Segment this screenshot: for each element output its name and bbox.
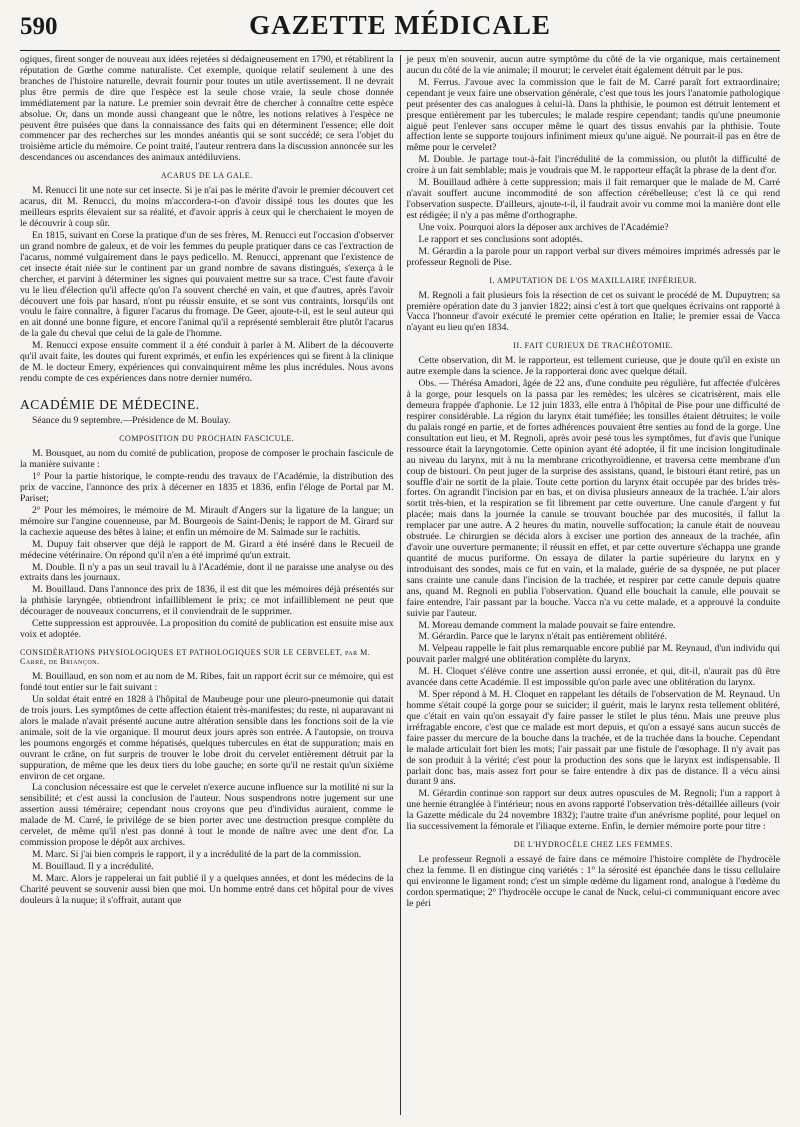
paragraph: M. Regnoli a fait plusieurs fois la résection de cet os suivant le procédé de M. Dupuytren; sa première opération date du 3 janvier 1822; ainsi c'est à tort que quelques écrivains ont rapporté à Vacca l'honneur d'avoir exécuté le premier cette opération en Italie; le premier essai de Vacca n'ayant eu lieu qu'en 1834. xyxy=(406,289,780,334)
right-column xyxy=(400,55,781,1115)
section-heading: I. AMPUTATION DE L'OS MAXILLAIRE INFÉRIEUR. xyxy=(489,275,698,285)
paragraph: M. Renucci expose ensuite comment il a été conduit à parler à M. Alibert de la découverte qu'il avait faite, les doutes qui furent exprimés, et enfin les expériences qui se firent à la clinique de M. le docteur Emery, expériences qui convainquirent même les plus incrédules. Nous avons rendu compte de ces expériences dans notre dernier numéro. xyxy=(20,340,394,384)
paragraph: M. Gérardin continue son rapport sur deux autres opuscules de M. Regnoli; l'un a rapport à une hernie étranglée à l'intérieur; nous en avons rapporté l'observation très-détaillée ailleurs (voir la Gazette médicale du 24 novembre 1832); l'autre traite d'un anévrisme poplité, pour lequel on lia successivement la fémorale et l'iliaque externe. Enfin, le dernier mémoire porte pour titre : xyxy=(406,788,780,833)
section-heading: COMPOSITION DU PROCHAIN FASCICULE. xyxy=(119,434,295,444)
section-heading: ACARUS DE LA GALE. xyxy=(160,171,253,181)
paragraph: M. Gérardin. Parce que le larynx n'était pas entièrement oblitéré. xyxy=(418,631,667,643)
paragraph: M. Ferrus. J'avoue avec la commission que le fait de M. Carré paraît fort extraordinaire; cependant je veux faire une observation générale, c'est que tous les jours l'anatomie pathologique peut présenter des cas analogues à celui-là. Dans la phthisie, le poumon est détruit lentement et presque entièrement par les tubercules; le malade respire cependant; tandis qu'une pneumonie aiguë peut l'enlever sans occuper même le quart des tissus envahis par la phthisie. Toute affection lente se supporte toujours infiniment mieux qu'une aiguë. Ne pourrait-il pas en être de même pour le cervelet? xyxy=(406,76,780,154)
paragraph: Obs. — Thérésa Amadori, âgée de 22 ans, d'une conduite peu régulière, fut affectée d'ulcères à la gorge, pour lesquels on la passa par les remèdes; les ulcères se cicatrisèrent, mais elle demeura frappée d'aphonie. Le 12 juin 1833, elle entra à l'hôpital de Pise pour une difficulté de respirer considérable. La région du larynx était tuméfiée; les tonsilles étaient détruites; le voile du palais rongé en partie, et de fortes adhérences pouvaient être senties au fond de la gorge. Une consultation eut lieu, et M. Regnoli, après avoir pesé tous les symptômes, fut d'avis que l'unique ressource était la laryngotomie. Cette opinion ayant été adoptée, il fit une incision longitudinale au niveau du larynx, mit à nu la membrane cricothyroïdienne, et traversa cette membrane d'un coup de bistouri. On peut juger de la surprise des assistans, quand, le bistouri étant retiré, pas un souffle d'air ne sortit de la plaie. Toute cette portion du larynx était occupée par des brides très-fortes. On agrandit l'incision par en bas, et on divisa plusieurs anneaux de la trachée. L'air alors sortit très-bien, et la respiration se fit librement par cette ouverture. Une canule d'argent y fut placée; mais dans la journée la canule se trouvant bouchée par des mucosités, il fallut la remplacer par une autre. A 2 heures du matin, nouvelle suffocation; la canule était de nouveau obstruée. Le chirurgien se décida alors à exciser une portion des anneaux de la trachée, afin d'avoir une ouverture permanente; il réussit en effet, et par cette ouverture s'échappa une grande quantité de mucus puriforme. On essaya de dilater la partie supérieure du larynx en y introduisant des sondes, mais ce fut en vain, et la malade, guérie de sa dyspnée, ne put placer sans crainte une canule dans l'incision de la trachée, et respirer par cette canule depuis quatre ans, quand M. Regnoli en publia l'observation. Quand elle bouchait la canule, elle pouvait se faire entendre, l'air passant par la bouche. Vacca n'a vu cette malade, et a approuvé la conduite suivie par l'auteur. xyxy=(406,378,780,619)
paragraph: Le professeur Regnoli a essayé de faire dans ce mémoire l'histoire complète de l'hydrocèle chez la femme. Il en distingue cinq variétés : 1° la sérosité est épanchée dans le tissu cellulaire qui environne le ligament rond; c'est un simple œdème du ligament rond, analogue à l'œdème du cordon spermatique; 2° l'hydrocèle occupe le canal de Nuck, celui-ci communiquant encore avec le péri xyxy=(406,854,780,909)
section-heading: II. FAIT CURIEUX DE TRACHÉOTOMIE. xyxy=(513,341,674,351)
text-columns xyxy=(20,55,780,1115)
paragraph: Le rapport et ses conclusions sont adoptés. xyxy=(418,233,583,245)
paragraph: M. Bouillaud. Dans l'annonce des prix de 1836, il est dit que les mémoires déjà présentés sur la phthisie laryngée, obtiendront infailliblement le prix; ce mot infailliblement ne peut que décourager de nouveaux concurrens, et il conviendrait de le supprimer. xyxy=(20,584,394,618)
paragraph: M. Marc. Alors je rappelerai un fait publié il y a quelques années, et dont les médecins de la Charité peuvent se souvenir aussi bien que moi. Un homme entré dans cet hôpital pour de vives douleurs à la nuque; il s'offrait, autant que xyxy=(20,872,394,906)
paragraph: M. Bouillaud, en son nom et au nom de M. Ribes, fait un rapport écrit sur ce mémoire, qui est fondé tout entier sur le fait suivant : xyxy=(20,671,394,694)
paragraph: je peux m'en souvenir, aucun autre symptôme du côté de la vie organique, mais certainement aucun du côté de la vie animale; il mourut; le cervelet était également détruit par le pus. xyxy=(406,55,780,76)
paragraph: M. Velpeau rappelle le fait plus remarquable encore publié par M. Reynaud, d'un individu qui pouvait parler malgré une oblitération complète du larynx. xyxy=(406,643,780,666)
journal-title: GAZETTE MÉDICALE xyxy=(249,10,551,40)
paragraph: ogiques, firent songer de nouveau aux idées rejetées si dédaigneusement en 1790, et rétablirent la réputation de Gœthe comme naturaliste. Cet exemple, quoique relatif seulement à une des branches de l'histoire naturelle, devrait fournir pour toutes un utile avertissement. Il ne devrait plus être permis de dire que l'espèce est la seule chose vraie, la seule chose donnée immédiatement par la nature. Le premier soin devrait être de chercher à connaître cette espèce absolue. Or, dans un monde aussi changeant que le nôtre, les notions relatives à l'espèce ne peuvent être puisées que dans la connaissance des faits qui en déterminent l'essence; elle doit commencer par des recherches sur les mondes anéantis qui se sont succédé; ce sera l'objet du troisième article du mémoire. Ce point traité, l'auteur rentrera dans la discussion annoncée sur les descendances ou ascendances des animaux antédiluviens. xyxy=(20,55,394,164)
paragraph: M. Double. Il n'y a pas un seul travail lu à l'Académie, dont il ne paraisse une analyse ou des extraits dans les journaux. xyxy=(20,561,394,584)
paragraph: Un soldat était entré en 1828 à l'hôpital de Maubeuge pour une pleuro-pneumonie qui datait de trois jours. Les symptômes de cette affection étaient très-manifestes; du reste, ni auparavant ni alors le malade n'avait présenté aucune autre altération sensible dans les fonctions soit de la vie animale, soit de la vie organique. Il mourut deux jours après son entrée. A l'autopsie, on trouva les poumons engorgés et comme hépatisés, quelques tubercules en état de suppuration; mais en ouvrant le crâne, on fut surpris de trouver le lobe droit du cervelet entièrement détruit par la suppuration, de même que les deux tiers du lobe gauche; en sorte qu'il ne restait qu'un sixième environ de cet organe. xyxy=(20,694,394,782)
paragraph: M. Bousquet, au nom du comité de publication, propose de composer le prochain fascicule de la manière suivante : xyxy=(20,448,394,471)
paragraph: M. Dupuy fait observer que déjà le rapport de M. Girard a été inséré dans le Recueil de médecine vétérinaire. On répond qu'il n'en a été imprimé qu'un extrait. xyxy=(20,538,394,561)
page-number: 590 xyxy=(20,13,58,40)
left-column xyxy=(20,55,394,1115)
paragraph: Cette suppression est approuvée. La proposition du comité de publication est ensuite mise aux voix et adoptée. xyxy=(20,618,394,641)
paragraph: M. Moreau demande comment la malade pouvait se faire entendre. xyxy=(418,619,676,631)
paragraph: 1° Pour la partie historique, le compte-rendu des travaux de l'Académie, la distribution des prix de vaccine, l'annonce des prix à décerner en 1835 et 1836, enfin l'éloge de Portal par M. Pariset; xyxy=(20,471,394,505)
section-heading: CONSIDÉRATIONS PHYSIOLOGIQUES ET PATHOLOGIQUES SUR LE CERVELET, par M. Carré, de Briançon. xyxy=(20,648,371,667)
paragraph: En 1815, suivant en Corse la pratique d'un de ses frères, M. Renucci eut l'occasion d'observer un grand nombre de galeux, et de voir les femmes du peuple pratiquer dans ce cas l'extraction de l'acarus, nommé vulgairement dans le pays pedicello. M. Renucci, apprenant que l'existence de cet insecte était niée sur le continent par un grand nombre de savans distingués, s'exerça à le chercher, et parvint à déterminer les signes qui pouvaient mettre sur sa trace. C'est faute d'avoir vu le lieu d'élection qu'il affecte qu'on l'a souvent cherché en vain, et que d'autres, après l'avoir découvert une fois par hasard, n'ont pu réussir ensuite, et se sont vus contraints, lorsqu'ils ont voulu le faire connaître, à figurer l'acarus du fromage. De Geer, ajoute-t-il, est le seul auteur qui en ait donné une bonne figure, et encore l'animal qu'il a représenté semblerait être plutôt l'acarus de la gale du cheval que celui de la gale de l'homme. xyxy=(20,230,394,340)
page-header xyxy=(20,10,780,51)
paragraph: M. Double. Je partage tout-à-fait l'incrédulité de la commission, ou plutôt la difficulté de croire à un fait semblable; mais je voudrais que M. le rapporteur effaçât la phrase de la dent d'or. xyxy=(406,154,780,177)
paragraph: M. H. Cloquet s'élève contre une assertion aussi erronée, et qui, dit-il, n'aurait pas dû être avancée dans cette Académie. Il est impossible qu'on parle avec une oblitération du larynx. xyxy=(406,666,780,689)
paragraph: M. Bouillaud. Il y a incrédulité. xyxy=(32,860,154,872)
paragraph: M. Gérardin a la parole pour un rapport verbal sur divers mémoires imprimés adressés par le professeur Regnoli de Pise. xyxy=(406,245,780,268)
paragraph: M. Marc. Si j'ai bien compris le rapport, il y a incrédulité de la part de la commission. xyxy=(32,848,362,860)
paragraph: M. Renucci lit une note sur cet insecte. Si je n'ai pas le mérite d'avoir le premier découvert cet acarus, dit M. Renucci, du moins m'accordera-t-on d'avoir dissipé tous les doutes que les meilleurs esprits élevaient sur sa réalité, et d'avoir appris à ceux qui le cherchaient le moyen de le découvrir à coup sûr. xyxy=(20,185,394,230)
paragraph: M. Bouillaud adhère à cette suppression; mais il fait remarquer que le malade de M. Carré n'avait souffert aucune incommodité de son affection cérébelleuse; c'est là ce qui rend l'observation suspecte. D'ailleurs, ajoute-t-il, il faudrait avoir vu comme moi la manière dont elle est rédigée; il n'y a pas même d'orthographe. xyxy=(406,177,780,221)
paragraph: Une voix. Pourquoi alors la déposer aux archives de l'Académie? xyxy=(418,221,669,233)
academy-heading: ACADÉMIE DE MÉDECINE. xyxy=(20,396,200,412)
session-line: Séance du 9 septembre.—Présidence de M. Boulay. xyxy=(32,415,231,427)
paragraph: 2° Pour les mémoires, le mémoire de M. Mirault d'Angers sur la ligature de la langue; un mémoire sur l'angine couenneuse, par M. Bourgeois de Saint-Denis; le rapport de M. Girard sur la cachexie aqueuse des bêtes à laine; et enfin un mémoire de M. Salmade sur le rachitis. xyxy=(20,504,394,538)
section-heading: DE L'HYDROCÈLE CHEZ LES FEMMES. xyxy=(513,840,673,850)
paragraph: Cette observation, dit M. le rapporteur, est tellement curieuse, que je doute qu'il en existe un autre exemple dans la science. Je la rapporterai donc avec quelque détail. xyxy=(406,355,780,378)
paragraph: La conclusion nécessaire est que le cervelet n'exerce aucune influence sur la motilité ni sur la sensibilité; et c'est aussi la conclusion de l'auteur. Nous suspendrons notre jugement sur une assertion aussi téméraire; cependant nous croyons que peu d'individus auraient, comme le malade de M. Carré, le privilége de se bien porter avec une destruction presque complète du cervelet, de même qu'il n'est pas donné à tout le monde de naître avec une dent d'or. La commission propose le dépôt aux archives. xyxy=(20,782,394,849)
paragraph: M. Sper répond à M. H. Cloquet en rappelant les détails de l'observation de M. Reynaud. Un homme s'était coupé la gorge pour se suicider; il guérit, mais le larynx resta tellement oblitéré, que c'était en vain qu'on essayait d'y faire passer le stilet le plus ténu. Mais une preuve plus irréfragable encore, c'est que ce malade est mort depuis, et qu'on a essayé sans aucun succès de faire passer du mercure de la bouche dans la trachée, et de la trachée dans la bouche. Cependant le malade articulait fort bien les mots; l'air passait par une fistule de l'œsophage. Il n'y avait pas de son produit à la vérité; c'est pour la production des sons que le larynx est indispensable. Il parlait donc bas, mais assez fort pour se faire entendre à dix pas de distance. Il a vécu ainsi durant 9 ans. xyxy=(406,689,780,788)
